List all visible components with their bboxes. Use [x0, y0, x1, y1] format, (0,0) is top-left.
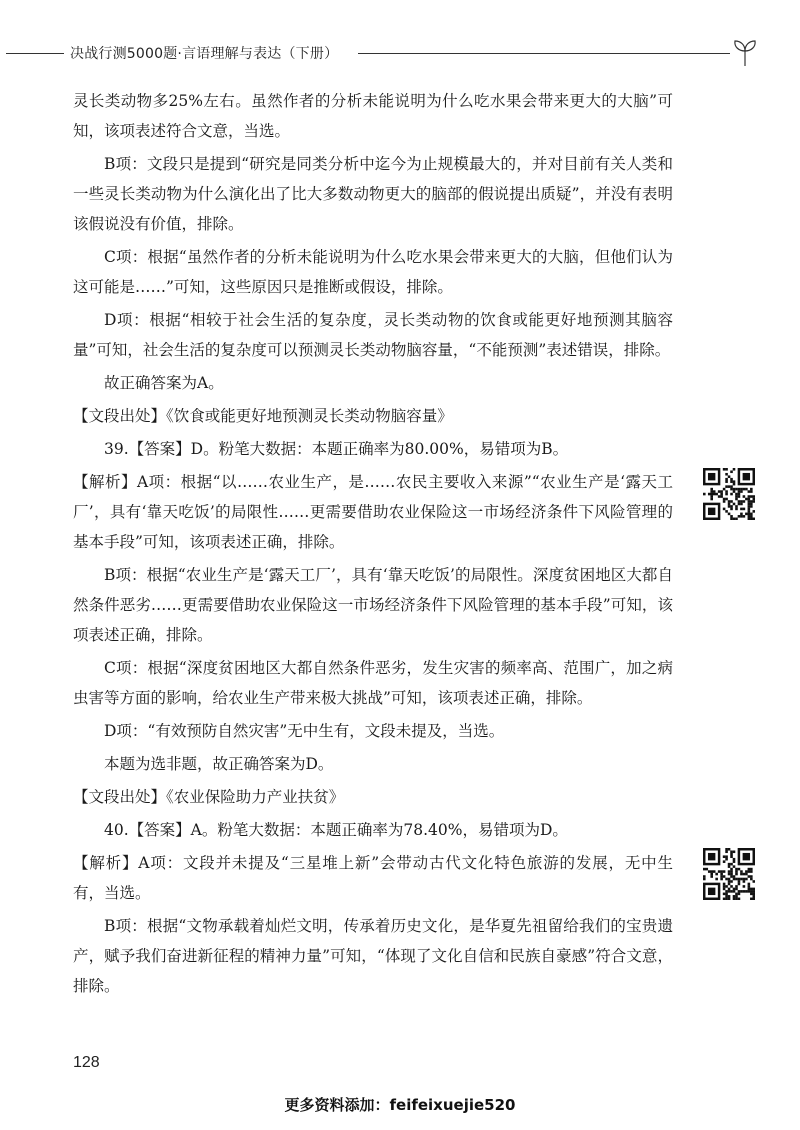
- paragraph-option-d: [73, 305, 673, 365]
- source-label: 【文段出处】: [73, 788, 167, 806]
- source-label: 【文段出处】: [73, 407, 167, 425]
- paragraph-option-b: [73, 149, 673, 239]
- running-header: [0, 38, 800, 68]
- answer-label: 【答案】: [128, 440, 191, 458]
- question-number: 40.: [104, 821, 129, 839]
- paragraph-q39-option-d: [73, 716, 673, 746]
- paragraph-text: A项：文段并未提及“三星堆上新”会带动古代文化特色旅游的发展，无中生有，当选。: [73, 854, 673, 902]
- page-body: [73, 86, 673, 1004]
- paragraph-text: B项：文段只是提到“研究是同类分析中迄今为止规模最大的，并对目前有关人类和一些灵长类动物为什么演化出了比大多数动物更大的脑部的假说提出质疑”，并没有表明该假说没有价值，排除。: [73, 155, 673, 233]
- qr-code-icon: [703, 848, 755, 900]
- page-number: 128: [73, 1054, 100, 1071]
- paragraph-text: B项：根据“农业生产是‘露天工厂’，具有‘靠天吃饭’的局限性。深度贫困地区大都自然条件恶劣……更需要借助农业保险这一市场经济条件下风险管理的基本手段”可知，该项表述正确，排除。: [73, 566, 673, 644]
- qr-code-icon: [703, 468, 755, 520]
- paragraph-q40-answer: [73, 815, 673, 845]
- paragraph-text: 故正确答案为A。: [104, 374, 224, 392]
- paragraph-text: C项：根据“深度贫困地区大都自然条件恶劣，发生灾害的频率高、范围广，加之病虫害等方面的影响，给农业生产带来极大挑战”可知，该项表述正确，排除。: [73, 659, 673, 707]
- paragraph-q40-analysis: [73, 848, 673, 908]
- analysis-label: 【解析】: [73, 854, 139, 872]
- sprout-icon: [732, 38, 758, 68]
- footer-note: 更多资料添加：feifeixuejie520: [284, 1096, 516, 1114]
- paragraph-q39-option-c: [73, 653, 673, 713]
- paragraph-q40-option-b: [73, 911, 673, 1001]
- analysis-label: 【解析】: [73, 473, 137, 491]
- paragraph-text: 本题为选非题，故正确答案为D。: [104, 755, 334, 773]
- paragraph-text: D项：根据“相较于社会生活的复杂度，灵长类动物的饮食或能更好地预测其脑容量”可知，社会生活的复杂度可以预测灵长类动物脑容量，“不能预测”表述错误，排除。: [73, 311, 673, 359]
- paragraph-text: A项：根据“以……农业生产，是……农民主要收入来源”“农业生产是‘露天工厂’，具有‘靠天吃饭’的局限性……更需要借助农业保险这一市场经济条件下风险管理的基本手段”可知，该项表述正确，排除。: [73, 473, 673, 551]
- header-rule-left: [6, 53, 64, 54]
- paragraph-q39-conclusion: [73, 749, 673, 779]
- answer-text: A。粉笔大数据：本题正确率为78.40%，易错项为D。: [190, 821, 568, 839]
- paragraph-source: [73, 401, 673, 431]
- question-number: 39.: [104, 440, 129, 458]
- header-title: 决战行测5000题·言语理解与表达（下册）: [70, 46, 339, 62]
- paragraph-text: D项：“有效预防自然灾害”无中生有，文段未提及，当选。: [104, 722, 505, 740]
- paragraph-q39-option-b: [73, 560, 673, 650]
- source-title: 《农业保险助力产业扶贫》: [166, 788, 345, 806]
- paragraph-q39-analysis: [73, 467, 673, 557]
- paragraph-carryover: [73, 86, 673, 146]
- header-rule-right: [358, 53, 730, 54]
- source-title: 《饮食或能更好地预测灵长类动物脑容量》: [166, 407, 453, 425]
- paragraph-conclusion: [73, 368, 673, 398]
- paragraph-option-c: [73, 242, 673, 302]
- paragraph-text: B项：根据“文物承载着灿烂文明，传承着历史文化，是华夏先祖留给我们的宝贵遗产，赋予我们奋进新征程的精神力量”可知，“体现了文化自信和民族自豪感”符合文意，排除。: [73, 917, 673, 995]
- paragraph-text: C项：根据“虽然作者的分析未能说明为什么吃水果会带来更大的大脑，但他们认为这可能是……”可知，这些原因只是推断或假设，排除。: [73, 248, 673, 296]
- paragraph-q39-source: [73, 782, 673, 812]
- answer-text: D。粉笔大数据：本题正确率为80.00%，易错项为B。: [190, 440, 569, 458]
- paragraph-text: 灵长类动物多25%左右。虽然作者的分析未能说明为什么吃水果会带来更大的大脑”可知，该项表述符合文意，当选。: [73, 92, 673, 140]
- paragraph-q39-answer: [73, 434, 673, 464]
- answer-label: 【答案】: [128, 821, 191, 839]
